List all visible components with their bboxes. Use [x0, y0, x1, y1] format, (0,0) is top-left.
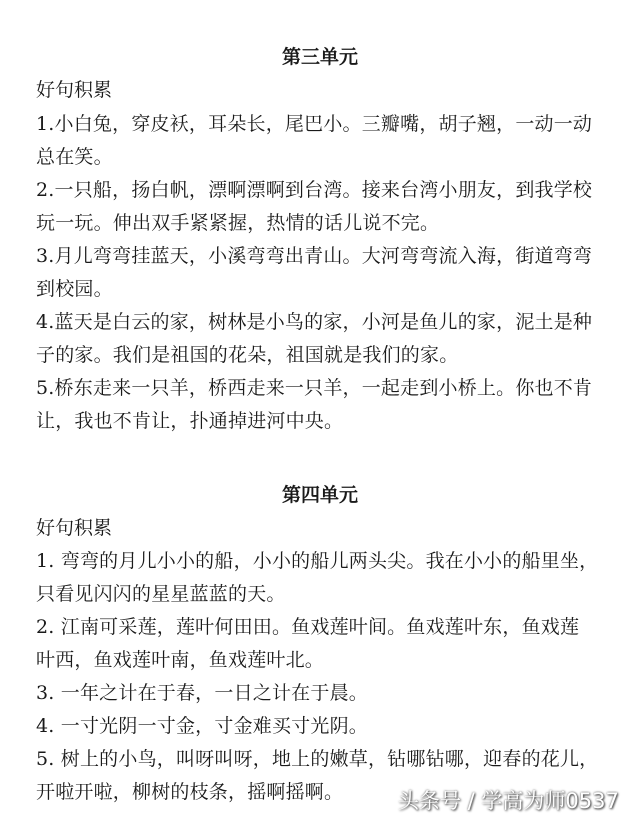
unit3-line-4: 玩一玩。伸出双手紧紧握，热情的话儿说不完。 [36, 212, 440, 234]
unit3-line-1: 1.小白兔，穿皮袄，耳朵长，尾巴小。三瓣嘴，胡子翘，一动一动 [36, 113, 593, 135]
unit4-line-2: 只看见闪闪的星星蓝蓝的天。 [36, 583, 286, 605]
unit3-heading: 好句积累 [36, 79, 113, 101]
unit3-line-8: 子的家。我们是祖国的花朵，祖国就是我们的家。 [36, 344, 459, 366]
unit4-line-8: 开啦开啦，柳树的枝条，摇啊摇啊。 [36, 781, 344, 803]
unit3-line-3: 2.一只船，扬白帆，漂啊漂啊到台湾。接来台湾小朋友，到我学校 [36, 179, 593, 201]
unit4-line-3: 2. 江南可采莲，莲叶何田田。鱼戏莲叶间。鱼戏莲叶东，鱼戏莲 [36, 616, 580, 638]
unit4-line-1: 1. 弯弯的月儿小小的船，小小的船儿两头尖。我在小小的船里坐， [36, 550, 599, 572]
unit4-line-7: 5. 树上的小鸟，叫呀叫呀，地上的嫩草，钻哪钻哪，迎春的花儿， [36, 748, 599, 770]
unit3-line-5: 3.月儿弯弯挂蓝天，小溪弯弯出青山。大河弯弯流入海，街道弯弯 [36, 245, 593, 267]
unit3-line-2: 总在笑。 [36, 146, 113, 168]
watermark-text: 头条号 / 学高为师0537 [398, 789, 619, 813]
unit4-title: 第四单元 [281, 484, 358, 506]
unit3-line-6: 到校园。 [36, 278, 113, 300]
unit4-line-5: 3. 一年之计在于春，一日之计在于晨。 [36, 682, 368, 704]
unit3-line-10: 让，我也不肯让，扑通掉进河中央。 [36, 410, 344, 432]
unit3-line-9: 5.桥东走来一只羊，桥西走来一只羊，一起走到小桥上。你也不肯 [36, 377, 593, 399]
unit3-line-7: 4.蓝天是白云的家，树林是小鸟的家，小河是鱼儿的家，泥土是种 [36, 311, 593, 333]
unit3-title: 第三单元 [281, 46, 358, 68]
unit4-line-6: 4. 一寸光阴一寸金，寸金难买寸光阴。 [36, 715, 368, 737]
unit4-line-4: 叶西，鱼戏莲叶南，鱼戏莲叶北。 [36, 649, 325, 671]
unit4-heading: 好句积累 [36, 517, 113, 539]
